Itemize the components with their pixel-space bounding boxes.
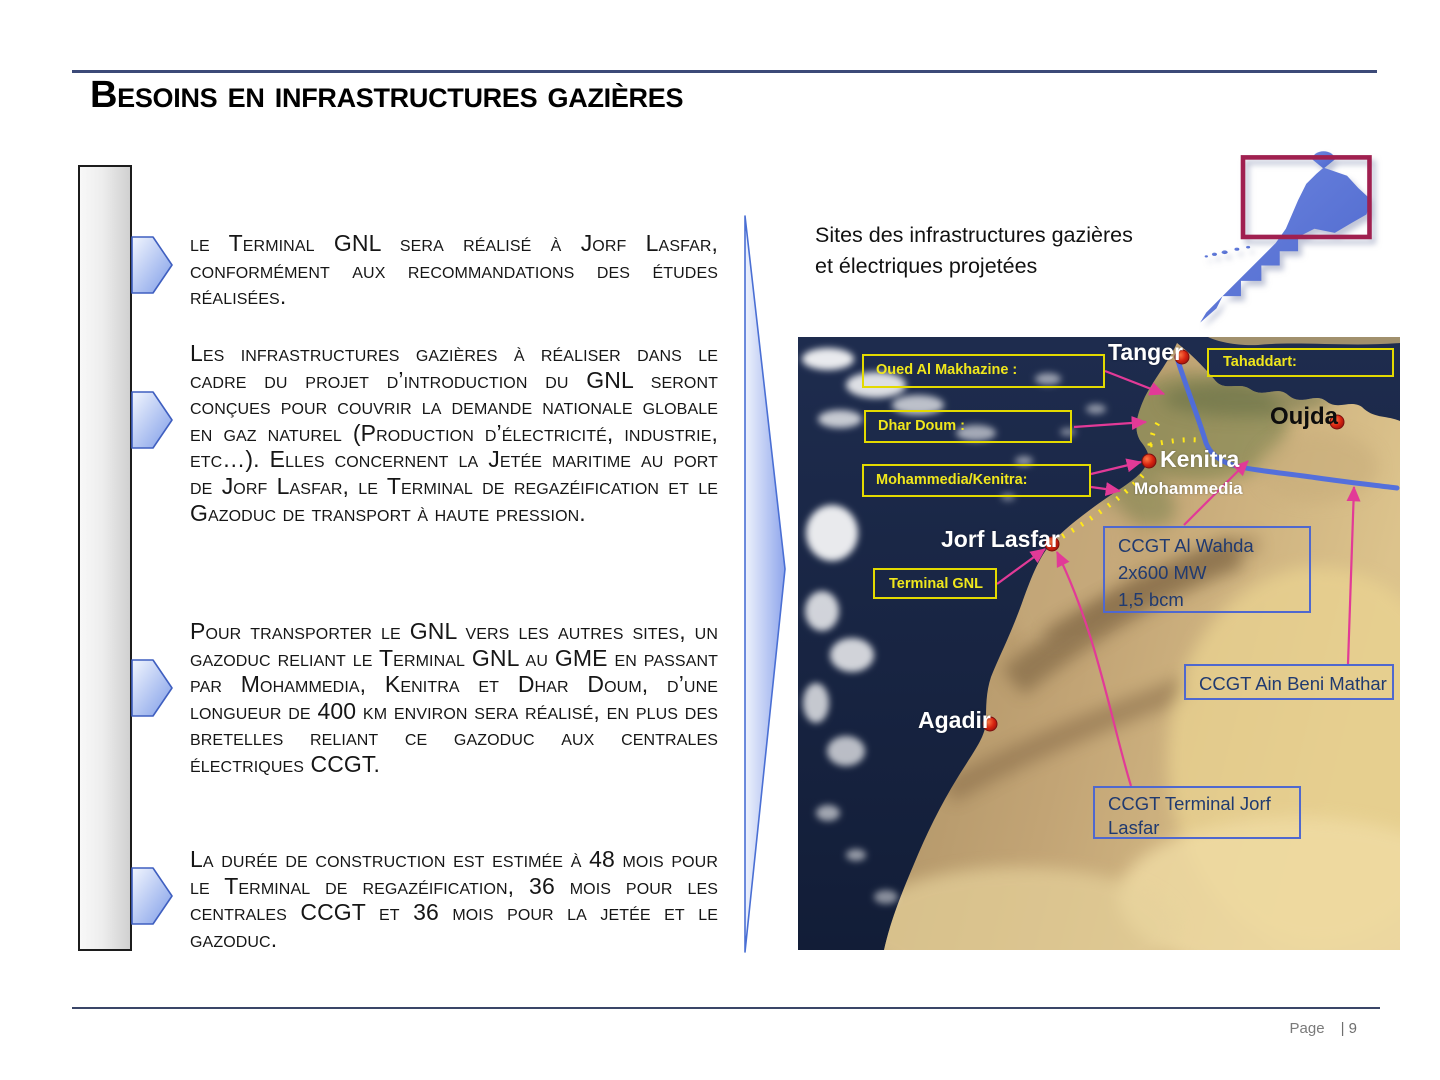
title-rule: [72, 70, 1377, 73]
page-title: Besoins en infrastructures gazières: [90, 74, 684, 116]
ccgt-box-terminal-jorf-lasfar: [1093, 786, 1301, 839]
ccgt-box-line: CCGT Terminal Jorf: [1108, 793, 1271, 814]
footer-rule: [72, 1007, 1380, 1009]
city-label-oujda: Oujda: [1270, 403, 1339, 430]
left-accent-bar: [78, 165, 132, 951]
footer: [1290, 1020, 1357, 1037]
site-label-tahaddart: Tahaddart:: [1207, 348, 1394, 377]
bullet-paragraph: Pour transporter le GNL vers les autres sites, un gazoduc reliant le Terminal GNL au GME en passant par Mohammedia, Kenitra et Dhar Doum, d’une longueur de 400 km environ sera réalisé, en plus des bretelles reliant ce gazoduc aux centrales électriques CCGT.: [190, 618, 718, 777]
ccgt-box-al-wahda: [1103, 526, 1311, 613]
city-label-kenitra: Kenitra: [1160, 446, 1240, 472]
map-heading: Sites des infrastructures gazières et électriques projetées: [815, 223, 1133, 278]
site-label-dhar-doum: Dhar Doum :: [864, 410, 1072, 443]
ccgt-box-line: 1,5 bcm: [1118, 589, 1184, 610]
bullet-arrow-icon: [131, 236, 173, 294]
city-label-mohammedia: Mohammedia: [1134, 479, 1243, 498]
ccgt-box-line: CCGT Ain Beni Mathar: [1199, 673, 1387, 694]
bullet-arrow-icon: [131, 391, 173, 449]
section-divider-arrow: [740, 214, 790, 954]
bullet-paragraph: Les infrastructures gazières à réaliser dans le cadre du projet d’introduction du GNL seront conçues pour couvrir la demande nationale globale en gaz naturel (Production d’électricité, industrie, etc…). Elles concernent la Jetée maritime au port de Jorf Lasfar, le Terminal de regazéification et le Gazoduc de transport à haute pression.: [190, 340, 718, 526]
ccgt-box-ain-beni-mathar: [1184, 664, 1394, 700]
footer-page-label: Page: [1289, 1020, 1325, 1037]
site-label-oued-al-makhazine: Oued Al Makhazine :: [862, 354, 1105, 388]
bullet-paragraph: le Terminal GNL sera réalisé à Jorf Lasfar, conformément aux recommandations des études réalisées.: [190, 230, 718, 310]
bullet-paragraph: La durée de construction est estimée à 48 mois pour le Terminal de regazéification, 36 mois pour les centrales CCGT et 36 mois pour la jetée et le gazoduc.: [190, 846, 718, 952]
ccgt-box-line: 2x600 MW: [1118, 562, 1207, 583]
site-label-mohammedia-kenitra: Mohammedia/Kenitra:: [862, 464, 1091, 497]
city-label-agadir: Agadir: [918, 707, 991, 733]
bullet-arrow-icon: [131, 867, 173, 925]
marker-kenitra: [1142, 454, 1156, 468]
ccgt-box-line: CCGT Al Wahda: [1118, 535, 1254, 556]
satellite-map: [798, 337, 1400, 950]
city-label-tanger: Tanger: [1108, 339, 1183, 365]
minimap-morocco: [1192, 146, 1396, 332]
footer-page-number: | 9: [1340, 1020, 1357, 1037]
bullet-arrow-icon: [131, 659, 173, 717]
site-label-terminal-gnl: Terminal GNL: [873, 568, 997, 599]
city-label-jorf-lasfar: Jorf Lasfar: [941, 526, 1060, 552]
canary-islands: [1205, 246, 1250, 258]
ccgt-box-line: Lasfar: [1108, 817, 1160, 838]
